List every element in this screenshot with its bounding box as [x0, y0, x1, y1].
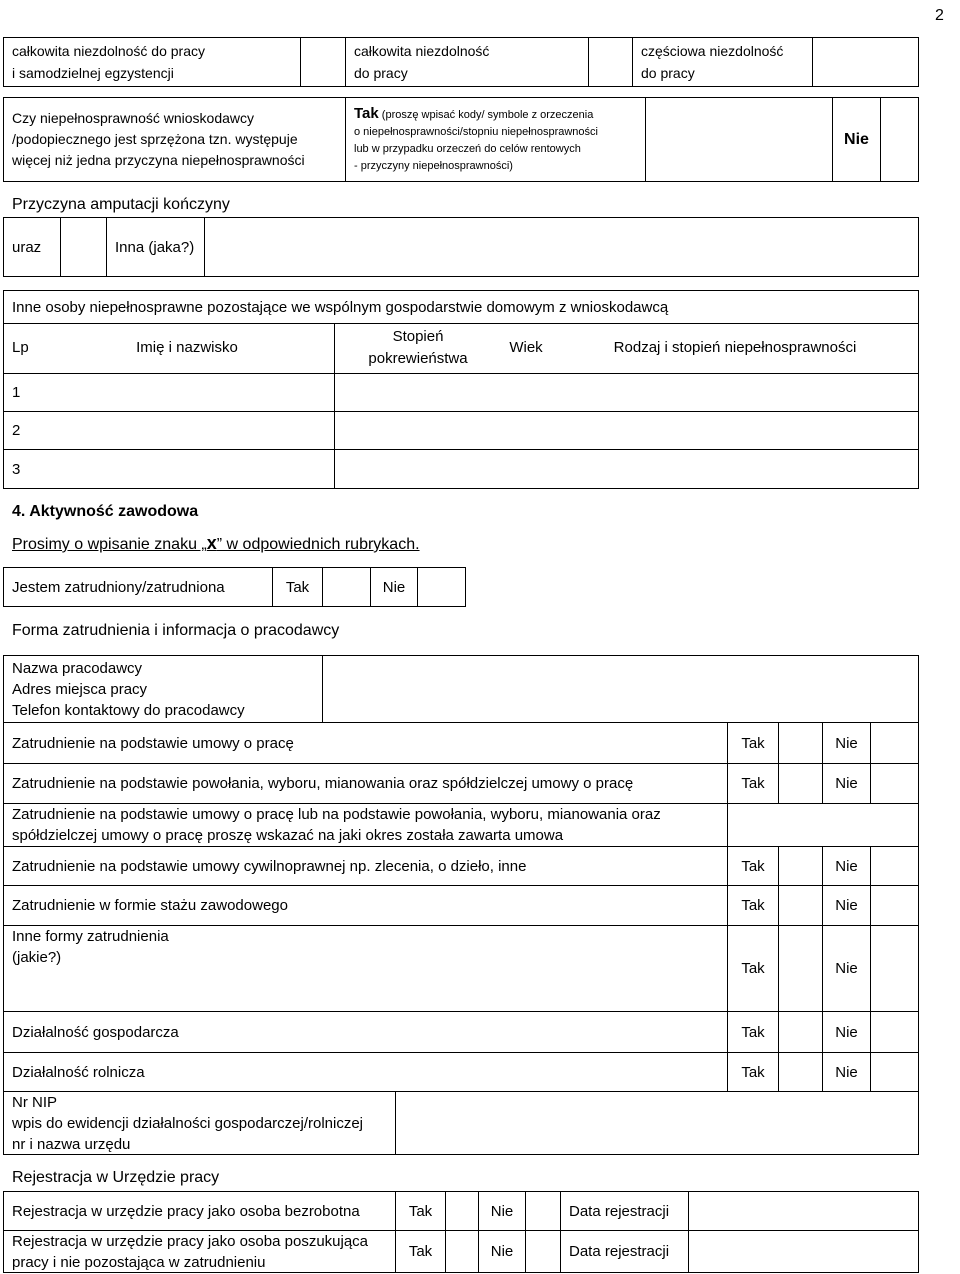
registration-date-label: Data rejestracji	[560, 1230, 689, 1273]
registration-date-label: Data rejestracji	[560, 1191, 689, 1231]
instruction-before: Prosimy o wpisanie znaku „	[12, 536, 207, 553]
incapacity-total-independence-line: i samodzielnej egzystencji	[12, 65, 174, 81]
yes-label: Tak	[354, 104, 379, 122]
column-relation-line: pokrewieństwa	[368, 350, 468, 367]
column-lp: Lp	[12, 339, 29, 356]
appointment-label: Zatrudnienie na podstawie powołania, wyboru, mianowania oraz spółdzielczej umowy o pracę	[3, 763, 728, 804]
no-label: Nie	[822, 722, 871, 764]
nip-line: wpis do ewidencji działalności gospodarczej/rolniczej	[12, 1114, 364, 1132]
registration-unemployed-line: Rejestracja w urzędzie pracy jako osoba bezrobotna	[12, 1202, 360, 1220]
column-disability: Rodzaj i stopień niepełnosprawności	[613, 339, 857, 356]
yes-note-line: - przyczyny niepełnosprawności)	[354, 159, 513, 172]
nip-line: Nr NIP	[12, 1093, 57, 1111]
employed-label: Jestem zatrudniony/zatrudniona	[3, 567, 273, 607]
household-row-number: 1	[3, 373, 335, 412]
employment-heading: Forma zatrudnienia i informacja o pracodawcy	[12, 622, 340, 639]
question-line: więcej niż jedna przyczyna niepełnosprawności	[12, 152, 305, 168]
yes-label: Tak	[727, 846, 779, 886]
no-label: Nie	[822, 763, 871, 804]
column-relation	[335, 326, 501, 370]
yes-note-line: o niepełnosprawności/stopniu niepełnosprawności	[354, 125, 598, 138]
question-line: Czy niepełnosprawność wnioskodawcy	[12, 110, 255, 126]
incapacity-partial-answer	[812, 37, 919, 87]
no-label: Nie	[822, 1052, 871, 1092]
contract-period-label	[3, 803, 728, 847]
yes-label: Tak	[727, 925, 779, 1012]
incapacity-total-independence-cell	[3, 37, 301, 87]
household-row-fields	[334, 373, 919, 412]
no-answer	[870, 885, 919, 926]
other-forms-line: Inne formy zatrudnienia	[12, 928, 169, 945]
yes-label: Tak	[727, 763, 779, 804]
employment-contract-label: Zatrudnienie na podstawie umowy o pracę	[3, 722, 728, 764]
incapacity-partial-cell	[632, 37, 813, 87]
household-row-number: 3	[3, 449, 335, 489]
incapacity-total-answer	[588, 37, 633, 87]
column-relation-line: Stopień	[392, 328, 444, 345]
other-forms-line: (jakie?)	[12, 949, 62, 966]
incapacity-total-line: całkowita niezdolność	[354, 43, 490, 59]
section-title: 4. Aktywność zawodowa	[12, 503, 199, 520]
registration-job-seeker-label	[3, 1230, 396, 1273]
instruction-after: ” w odpowiednich rubrykach.	[216, 536, 420, 553]
yes-label: Tak	[727, 885, 779, 926]
employer-info-field	[322, 655, 919, 723]
employer-name-label: Nazwa pracodawcy	[12, 659, 143, 677]
instruction-text	[12, 533, 420, 555]
employer-info-labels	[3, 655, 323, 723]
contract-period-field	[727, 803, 919, 847]
multiple-disability-question-cell	[3, 97, 346, 182]
household-heading: Inne osoby niepełnosprawne pozostające we wspólnym gospodarstwie domowym z wnioskodawcą	[3, 290, 919, 324]
no-label: Nie	[370, 567, 418, 607]
yes-label: Tak	[727, 1052, 779, 1092]
multiple-disability-no-answer	[880, 97, 919, 182]
household-header-right	[334, 323, 919, 374]
incapacity-partial-line: do pracy	[641, 65, 695, 81]
question-line: /podopiecznego jest sprzężona tzn. występuje	[12, 131, 298, 147]
agricultural-activity-label: Działalność rolnicza	[3, 1052, 728, 1092]
contract-period-line: Zatrudnienie na podstawie umowy o pracę lub na podstawie powołania, wyboru, mianowania oraz	[12, 806, 661, 823]
yes-answer	[778, 1052, 823, 1092]
incapacity-partial-line: częściowa niezdolność	[641, 43, 784, 59]
yes-answer	[778, 722, 823, 764]
multiple-disability-codes-field	[645, 97, 833, 182]
no-label: Nie	[832, 97, 881, 182]
household-header-left	[3, 323, 335, 374]
household-row-number: 2	[3, 411, 335, 450]
registration-date-field	[688, 1230, 919, 1273]
yes-answer	[778, 846, 823, 886]
no-label: Nie	[822, 846, 871, 886]
no-answer	[525, 1191, 561, 1231]
registration-job-seeker-line: Rejestracja w urzędzie pracy jako osoba poszukująca	[12, 1232, 369, 1250]
employer-phone-label: Telefon kontaktowy do pracodawcy	[12, 701, 245, 719]
yes-label: Tak	[272, 567, 323, 607]
business-activity-label: Działalność gospodarcza	[3, 1011, 728, 1053]
registration-job-seeker-line: pracy i nie pozostająca w zatrudnieniu	[12, 1253, 266, 1271]
incapacity-total-independence-answer	[300, 37, 346, 87]
yes-note-line	[354, 105, 645, 124]
page-number: 2	[935, 7, 944, 24]
yes-answer	[778, 885, 823, 926]
yes-note-line: lub w przypadku orzeczeń do celów rentowych	[354, 142, 581, 155]
incapacity-total-cell	[345, 37, 589, 87]
no-answer	[870, 722, 919, 764]
contract-period-line: spółdzielczej umowy o pracę proszę wskazać na jaki okres została zawarta umowa	[12, 827, 564, 844]
yes-label: Tak	[395, 1191, 446, 1231]
instruction-mark: x	[206, 533, 217, 553]
yes-answer	[778, 763, 823, 804]
amputation-injury-answer	[60, 217, 107, 277]
nip-labels	[3, 1091, 396, 1155]
no-answer	[870, 1011, 919, 1053]
no-answer	[870, 763, 919, 804]
registration-unemployed-label	[3, 1191, 396, 1231]
nip-field	[395, 1091, 919, 1155]
internship-label: Zatrudnienie w formie stażu zawodowego	[3, 885, 728, 926]
incapacity-total-independence-line: całkowita niezdolność do pracy	[12, 43, 205, 59]
no-answer	[870, 1052, 919, 1092]
employed-yes-answer	[322, 567, 371, 607]
no-label: Nie	[822, 925, 871, 1012]
yes-note-text: (proszę wpisać kody/ symbole z orzeczenia	[381, 108, 594, 121]
no-label: Nie	[822, 1011, 871, 1053]
household-row-fields	[334, 449, 919, 489]
amputation-other-label: Inna (jaka?)	[106, 217, 205, 277]
registration-heading: Rejestracja w Urzędzie pracy	[12, 1169, 220, 1186]
yes-answer	[778, 925, 823, 1012]
amputation-injury-label: uraz	[3, 217, 61, 277]
column-age: Wiek	[509, 339, 543, 356]
yes-answer	[778, 1011, 823, 1053]
no-label: Nie	[478, 1191, 526, 1231]
no-label: Nie	[822, 885, 871, 926]
employer-address-label: Adres miejsca pracy	[12, 680, 148, 698]
incapacity-total-line: do pracy	[354, 65, 408, 81]
household-row-fields	[334, 411, 919, 450]
yes-label: Tak	[727, 722, 779, 764]
no-label: Nie	[478, 1230, 526, 1273]
no-answer	[870, 846, 919, 886]
yes-label: Tak	[727, 1011, 779, 1053]
no-answer	[870, 925, 919, 1012]
yes-answer	[445, 1230, 479, 1273]
employed-no-answer	[417, 567, 466, 607]
amputation-heading: Przyczyna amputacji kończyny	[12, 196, 230, 213]
nip-line: nr i nazwa urzędu	[12, 1135, 131, 1153]
no-answer	[525, 1230, 561, 1273]
column-name: Imię i nazwisko	[136, 339, 238, 356]
amputation-other-field	[204, 217, 919, 277]
yes-answer	[445, 1191, 479, 1231]
yes-label: Tak	[395, 1230, 446, 1273]
other-forms-label	[3, 925, 728, 1012]
registration-date-field	[688, 1191, 919, 1231]
civil-contract-label: Zatrudnienie na podstawie umowy cywilnoprawnej np. zlecenia, o dzieło, inne	[3, 846, 728, 886]
multiple-disability-yes-cell	[345, 97, 646, 182]
